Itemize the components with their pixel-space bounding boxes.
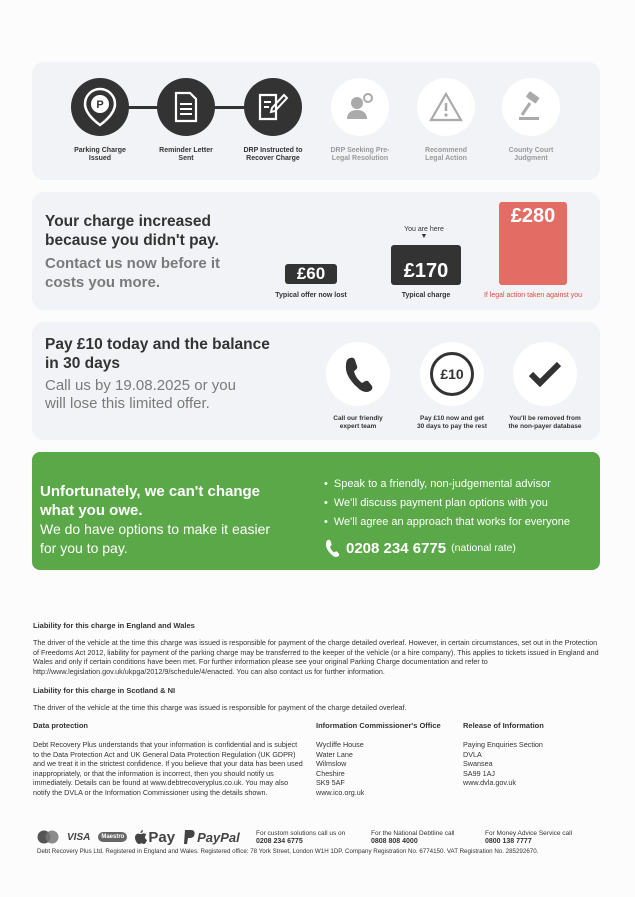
apple-icon xyxy=(135,830,147,844)
document-icon xyxy=(157,78,215,136)
step-label: Recommend Legal Action xyxy=(424,147,467,162)
step-drp-instructed xyxy=(228,78,318,163)
checkmark-icon xyxy=(513,342,577,406)
charge-subheading: Contact us now before it costs you more. xyxy=(45,255,221,291)
svg-text:P: P xyxy=(96,99,104,111)
price-amount: £280 xyxy=(510,205,556,227)
price-typical-offer xyxy=(285,264,337,284)
step-parking-charge-issued xyxy=(55,78,145,163)
payment-logos xyxy=(37,826,240,848)
gavel-icon xyxy=(502,78,560,136)
contact-custom-solutions xyxy=(256,830,345,846)
bullet-item: • Speak to a friendly, non-judgemental advisor xyxy=(324,478,570,490)
data-protection-heading: Data protection xyxy=(33,721,89,730)
step-label: County Court Judgment xyxy=(508,147,554,162)
option-caption: Call our friendly expert team xyxy=(333,415,383,430)
pen-document-icon xyxy=(244,78,302,136)
step-drp-seeking-resolution xyxy=(315,78,405,163)
payment-options-banner xyxy=(32,452,600,570)
pay-subheading: Call us by 19.08.2025 or you will lose this limited offer. xyxy=(45,377,236,412)
sn-liability-text: The driver of the vehicle at the time this charge was issued is responsible for payment of the charge detailed overleaf. xyxy=(33,703,407,712)
bullet-item: • We'll agree an approach that works for everyone xyxy=(324,516,570,528)
person-icon xyxy=(331,78,389,136)
price-amount: £170 xyxy=(403,260,449,282)
sn-liability-heading: Liability for this charge in Scotland & NI xyxy=(33,686,176,695)
warning-icon xyxy=(417,78,475,136)
ico-heading: Information Commissioner's Office xyxy=(316,721,441,730)
banner-bullet-list xyxy=(324,478,570,535)
banner-phone[interactable] xyxy=(324,539,516,557)
option-caption: You'll be removed from the non-payer database xyxy=(508,415,582,430)
contact-money-advice xyxy=(485,830,572,846)
paypal-icon xyxy=(183,830,195,844)
step-label: Reminder Letter Sent xyxy=(159,147,213,162)
phone-number[interactable]: 0208 234 6775 xyxy=(346,539,447,557)
you-are-here-marker xyxy=(392,226,456,240)
price-legal-action xyxy=(499,202,567,285)
visa-logo: VISA xyxy=(67,831,91,843)
coin-text: £10 xyxy=(440,366,464,382)
company-registration: Debt Recovery Plus Ltd. Registered in England and Wales. Registered office: 78 York Street, London W1H 1DP. Company Registration No. 6774150. VAT Registration No. 285292670. xyxy=(37,848,539,855)
step-recommend-legal-action xyxy=(401,78,491,163)
charge-increase-panel xyxy=(32,192,600,310)
ew-liability-text: The driver of the vehicle at the time this charge was issued is responsible for payment of the charge detailed overleaf. However, in certain circumstances, set out in the Protection of Freedoms Act 2012, liability for payment of the parking charge may be transferred to the keeper of the vehicle (or a hire company). This applies to tickets issued in England and Wales and only if certain conditions have been met. For further information please see your original Parking Charge documentation and refer to http://www.legislation.gov.uk/ukpga/2012/9/schedule/4/enacted. You can also contact us for further information. xyxy=(33,638,599,676)
banner-heading: Unfortunately, we can't change what you owe. xyxy=(40,483,260,519)
contact-label: For Money Advice Service call xyxy=(485,830,573,837)
price-caption: Typical offer now lost xyxy=(275,292,347,299)
charge-heading: Your charge increased because you didn't pay. xyxy=(45,213,219,249)
contact-number[interactable]: 0800 138 7777 xyxy=(485,838,532,845)
data-protection-text: Debt Recovery Plus understands that your information is confidential and is subject to the Data Protection Act and UK General Data Protection Regulation (UK GDPR) and we treat it in the strictest confidence. If you believe that your data has been used inappropriately, or that the information is incorrect, then you should notify us immediately. Details can be found at www.debtrecoveryplus.co.uk. You may also notify the DVLA or the Information Commissioner using the details shown. xyxy=(33,740,303,797)
ten-pound-coin-icon xyxy=(420,342,484,406)
phone-icon xyxy=(326,342,390,406)
contact-label: For custom solutions call us on xyxy=(256,830,346,837)
pay-offer-panel xyxy=(32,322,600,440)
paypal-text: PayPal xyxy=(197,829,240,845)
phone-icon xyxy=(324,539,340,557)
arrow-down-icon: ▼ xyxy=(420,233,428,240)
pay-heading: Pay £10 today and the balance in 30 days xyxy=(45,336,270,372)
you-are-here-label: You are here xyxy=(404,226,444,233)
ico-address: Wycliffe House Water Lane Wilmslow Cheshire SK9 5AF www.ico.org.uk xyxy=(316,740,365,797)
mastercard-logo xyxy=(37,830,59,844)
apple-pay-text: Pay xyxy=(148,828,176,846)
coin-ring xyxy=(430,352,474,396)
banner-subheading: We do have options to make it easier for you to pay. xyxy=(40,521,271,556)
maestro-logo: Maestro xyxy=(98,832,127,842)
option-caption: Pay £10 now and get 30 days to pay the rest xyxy=(416,415,488,430)
parking-pin-icon xyxy=(71,78,129,136)
release-address: Paying Enquiries Section DVLA Swansea SA99 1AJ www.dvla.gov.uk xyxy=(463,740,543,788)
progress-panel xyxy=(32,62,600,180)
paypal-logo xyxy=(183,830,240,845)
step-label: DRP Seeking Pre- Legal Resolution xyxy=(330,147,390,162)
step-county-court-judgment xyxy=(486,78,576,163)
price-amount: £60 xyxy=(296,264,326,283)
price-caption: Typical charge xyxy=(401,292,451,299)
contact-label: For the National Debtline call xyxy=(371,830,455,837)
contact-national-debtline xyxy=(371,830,454,846)
price-typical-charge xyxy=(391,245,461,285)
contact-number[interactable]: 0208 234 6775 xyxy=(256,838,303,845)
apple-pay-logo xyxy=(135,829,175,846)
price-caption: If legal action taken against you xyxy=(483,292,583,299)
phone-rate-note: (national rate) xyxy=(451,542,516,554)
bullet-item: • We'll discuss payment plan options with you xyxy=(324,497,570,509)
step-reminder-letter-sent xyxy=(141,78,231,163)
ew-liability-heading: Liability for this charge in England and Wales xyxy=(33,621,195,630)
step-label: DRP Instructed to Recover Charge xyxy=(243,147,303,162)
contact-number[interactable]: 0808 808 4000 xyxy=(371,838,418,845)
step-label: Parking Charge Issued xyxy=(74,147,126,162)
release-heading: Release of Information xyxy=(463,721,544,730)
